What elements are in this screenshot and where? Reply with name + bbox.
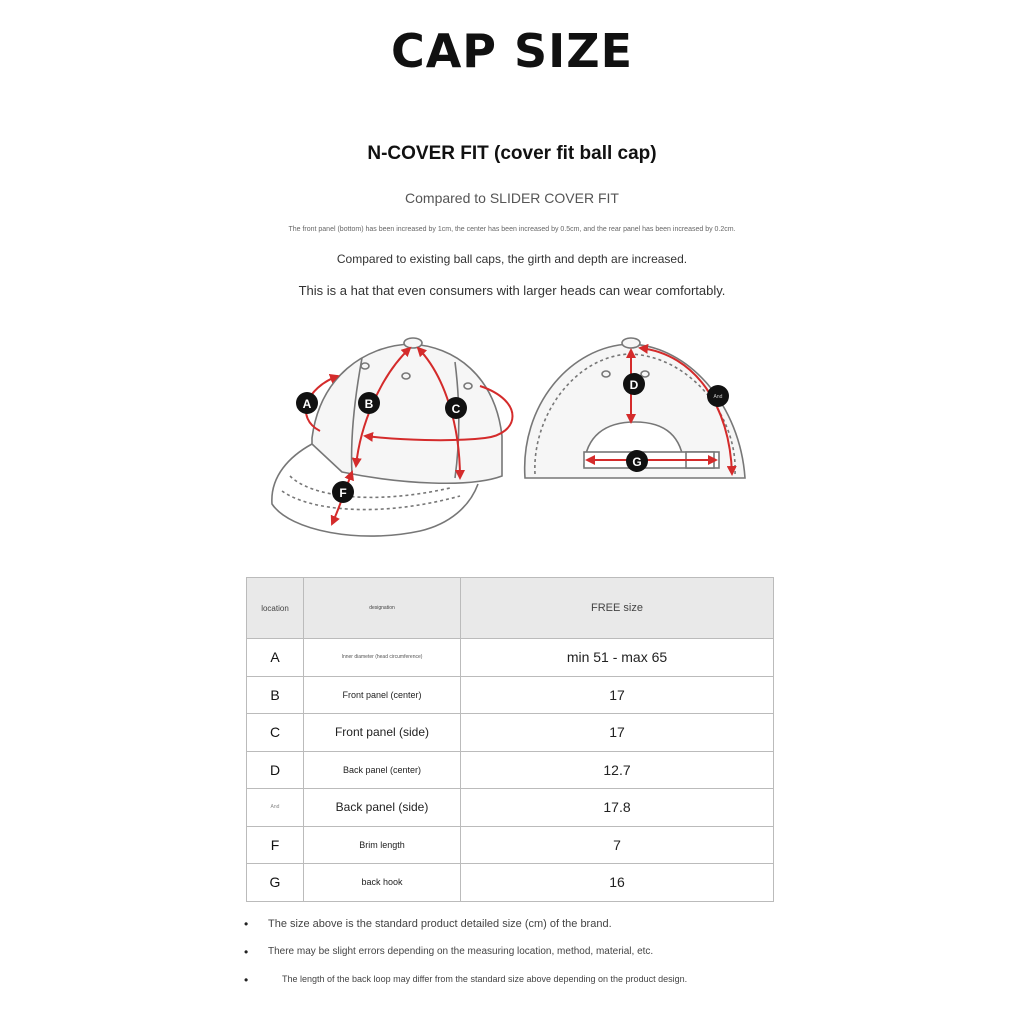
label-badge-c (445, 397, 467, 419)
table-row (247, 864, 774, 902)
table-row (247, 789, 774, 827)
row-designation: Front panel (center) (304, 676, 461, 714)
row-designation: back hook (304, 864, 461, 902)
label-e: And (713, 394, 723, 400)
label-b: B (364, 397, 374, 411)
row-size: 17.8 (461, 789, 774, 827)
table-row (247, 639, 774, 677)
label-badge-f (332, 481, 354, 503)
row-designation: Front panel (side) (304, 714, 461, 752)
row-size: 17 (461, 676, 774, 714)
page-title: CAP SIZE (390, 24, 634, 78)
label-badge-a (296, 392, 318, 414)
table-row (247, 676, 774, 714)
row-size: 17 (461, 714, 774, 752)
cap-measurement-diagram (250, 326, 770, 556)
row-designation: Inner diameter (head circumference) (304, 639, 461, 677)
intro-girth: Compared to existing ball caps, the girth and depth are increased. (336, 252, 688, 266)
product-subtitle: N-COVER FIT (cover fit ball cap) (367, 143, 657, 164)
row-designation: Back panel (side) (304, 789, 461, 827)
label-c: C (451, 402, 461, 416)
row-size: 12.7 (461, 751, 774, 789)
note-standard-size: • The size above is the standard product detailed size (cm) of the brand. (244, 918, 804, 946)
row-location: C (247, 714, 304, 752)
row-location: F (247, 826, 304, 864)
cap-front-view (272, 338, 502, 536)
label-a: A (302, 397, 312, 411)
row-location: A (247, 639, 304, 677)
header-designation: designation (304, 578, 461, 639)
row-location: And (247, 789, 304, 827)
size-table (246, 577, 774, 902)
note-back-loop: • The length of the back loop may differ from the standard size above depending on the product design. (244, 974, 804, 1002)
row-location: B (247, 676, 304, 714)
table-row (247, 826, 774, 864)
intro-compared: Compared to SLIDER COVER FIT (405, 190, 619, 206)
row-location: G (247, 864, 304, 902)
label-badge-e (707, 385, 729, 407)
row-size: min 51 - max 65 (461, 639, 774, 677)
row-designation: Brim length (304, 826, 461, 864)
label-d: D (629, 378, 639, 392)
intro-comfort: This is a hat that even consumers with larger heads can wear comfortably. (298, 283, 726, 298)
size-notes (244, 918, 804, 1002)
note-measurement-errors: • There may be slight errors depending on the measuring location, method, material, etc. (244, 946, 804, 974)
header-location: location (247, 578, 304, 639)
intro-detail: The front panel (bottom) has been increased by 1cm, the center has been increased by 0.5cm, and the rear panel has been increased by 0.2cm. (288, 226, 736, 233)
row-size: 16 (461, 864, 774, 902)
label-badge-g (626, 450, 648, 472)
label-g: G (632, 455, 642, 469)
table-row (247, 751, 774, 789)
row-designation: Back panel (center) (304, 751, 461, 789)
header-free-size: FREE size (461, 578, 774, 639)
row-size: 7 (461, 826, 774, 864)
label-badge-b (358, 392, 380, 414)
label-badge-d (623, 373, 645, 395)
row-location: D (247, 751, 304, 789)
size-table-header (247, 578, 774, 639)
label-f: F (339, 486, 347, 500)
table-row (247, 714, 774, 752)
